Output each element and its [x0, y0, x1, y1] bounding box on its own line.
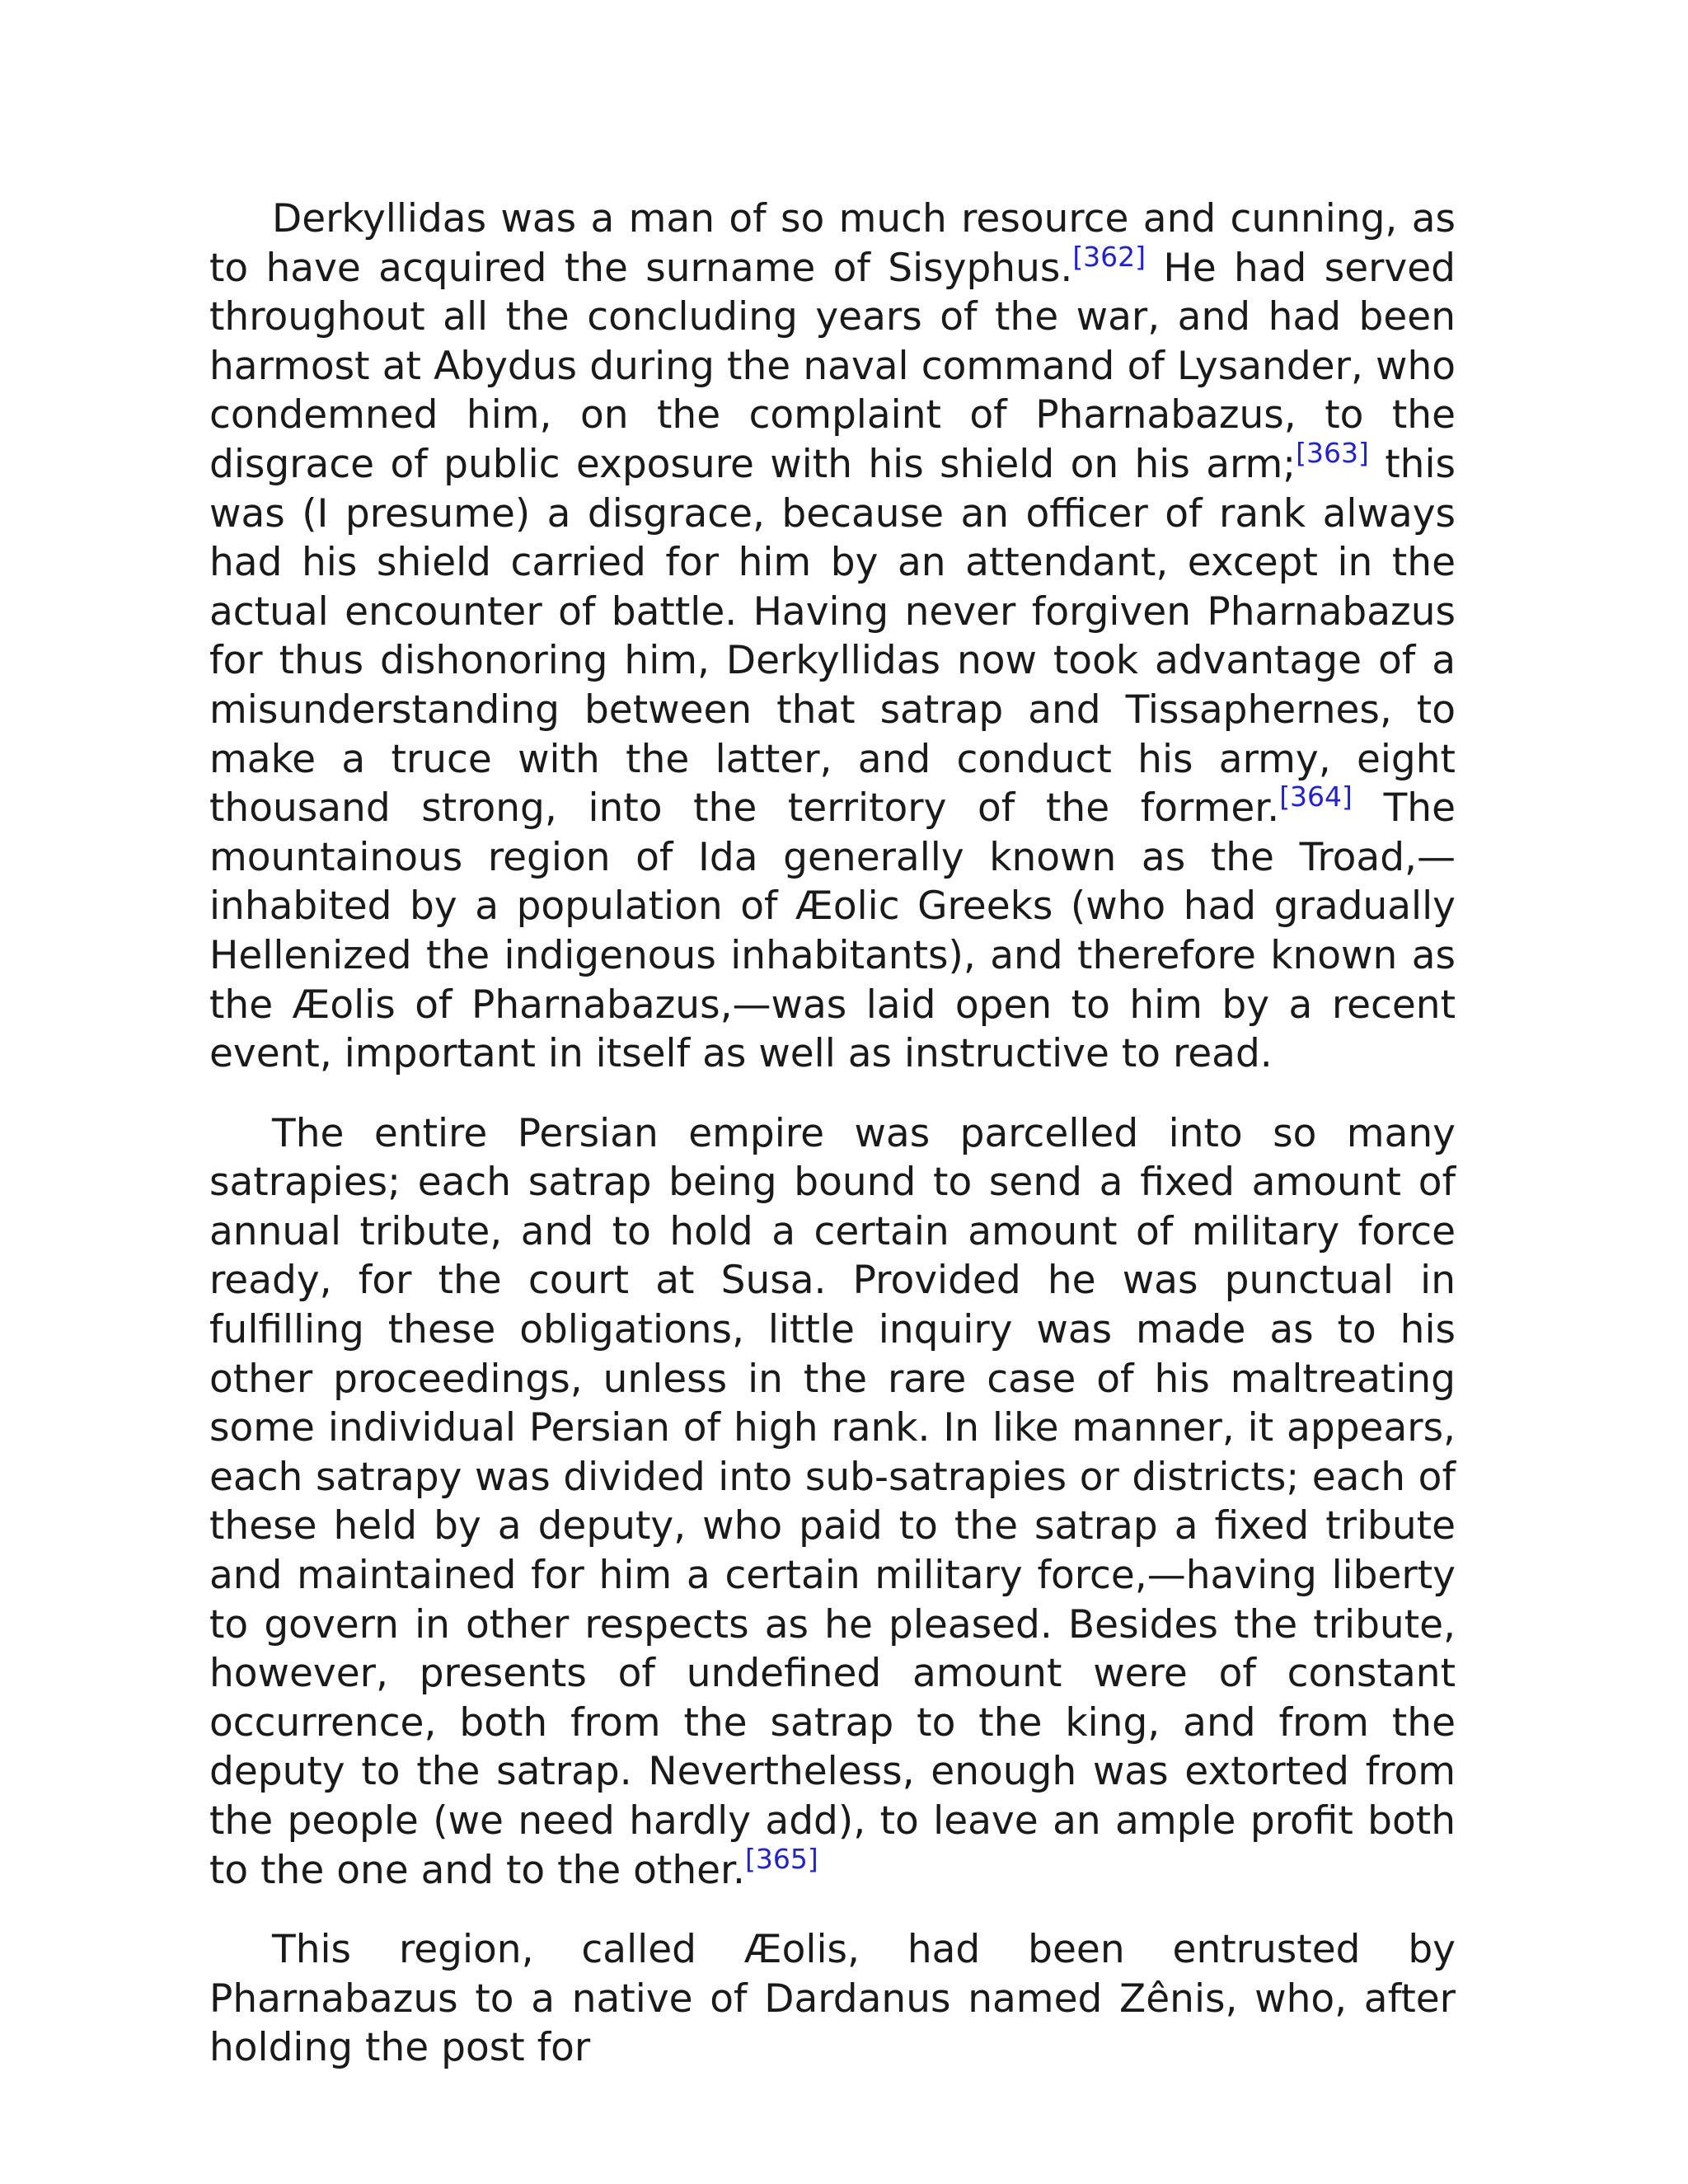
paragraph-text: The entire Persian empire was parcelled into so many satrapies; each satrap being bound to send a fixed amount of annual tribute, and to hold a certain amount of military force ready, for the court at Susa. Provided he was punctual in fulfilling these obligations, little inquiry was made as to his other proceedings, unless in the rare case of his maltreating some individual Persian of high rank. In like manner, it appears, each satrapy was divided into sub-satrapies or districts; each of these held by a deputy, who paid to the satrap a fixed tribute and maintained for him a certain military force,—having liberty to govern in other respects as he pleased. Besides the tribute, however, presents of undefined amount were of constant occurrence, both from the satrap to the king, and from the deputy to the satrap. Nevertheless, enough was extorted from the people (we need hardly add), to leave an ample profit both to the one and to the other. [209, 1110, 1456, 1893]
paragraph-text: this was (I presume) a disgrace, because an officer of rank always had his shield carried for him by an attendant, except in the actual encounter of battle. Having never forgiven Pharnabazus for thus dishonoring him, Derkyllidas now took advantage of a misunderstanding between that satrap and Tissaphernes, to make a truce with the latter, and conduct his army, eight thousand strong, into the territory of the former. [209, 441, 1456, 832]
footnote-link-362[interactable]: [362] [1072, 240, 1146, 273]
paragraph-text: Derkyllidas was a man of so much resource and cunning, as to have acquired the surname of Sisyphus. [209, 196, 1456, 291]
paragraph-aeolis [209, 1925, 1456, 2073]
paragraph-persian-empire [209, 1109, 1456, 1896]
footnote-link-363[interactable]: [363] [1296, 436, 1369, 469]
footnote-link-365[interactable]: [365] [745, 1842, 818, 1875]
paragraph-text: This region, called Æolis, had been entrusted by Pharnabazus to a native of Dardanus named Zênis, who, after holding the post for [209, 1927, 1456, 2071]
paragraph-text: The mountainous region of Ida generally known as the Troad,—inhabited by a population of Æolic Greeks (who had gradually Hellenized the indigenous inhabitants), and therefore known as the Æolis of Pharnabazus,—was laid open to him by a recent event, important in itself as well as instructive to read. [209, 785, 1456, 1077]
document-page [209, 194, 1456, 2103]
footnote-link-364[interactable]: [364] [1279, 780, 1353, 813]
paragraph-text: He had served throughout all the concluding years of the war, and had been harmost at Abydus during the naval command of Lysander, who condemned him, on the complaint of Pharnabazus, to the disgrace of public exposure with his shield on his arm; [209, 245, 1456, 487]
paragraph-derkyllidas [209, 194, 1456, 1079]
